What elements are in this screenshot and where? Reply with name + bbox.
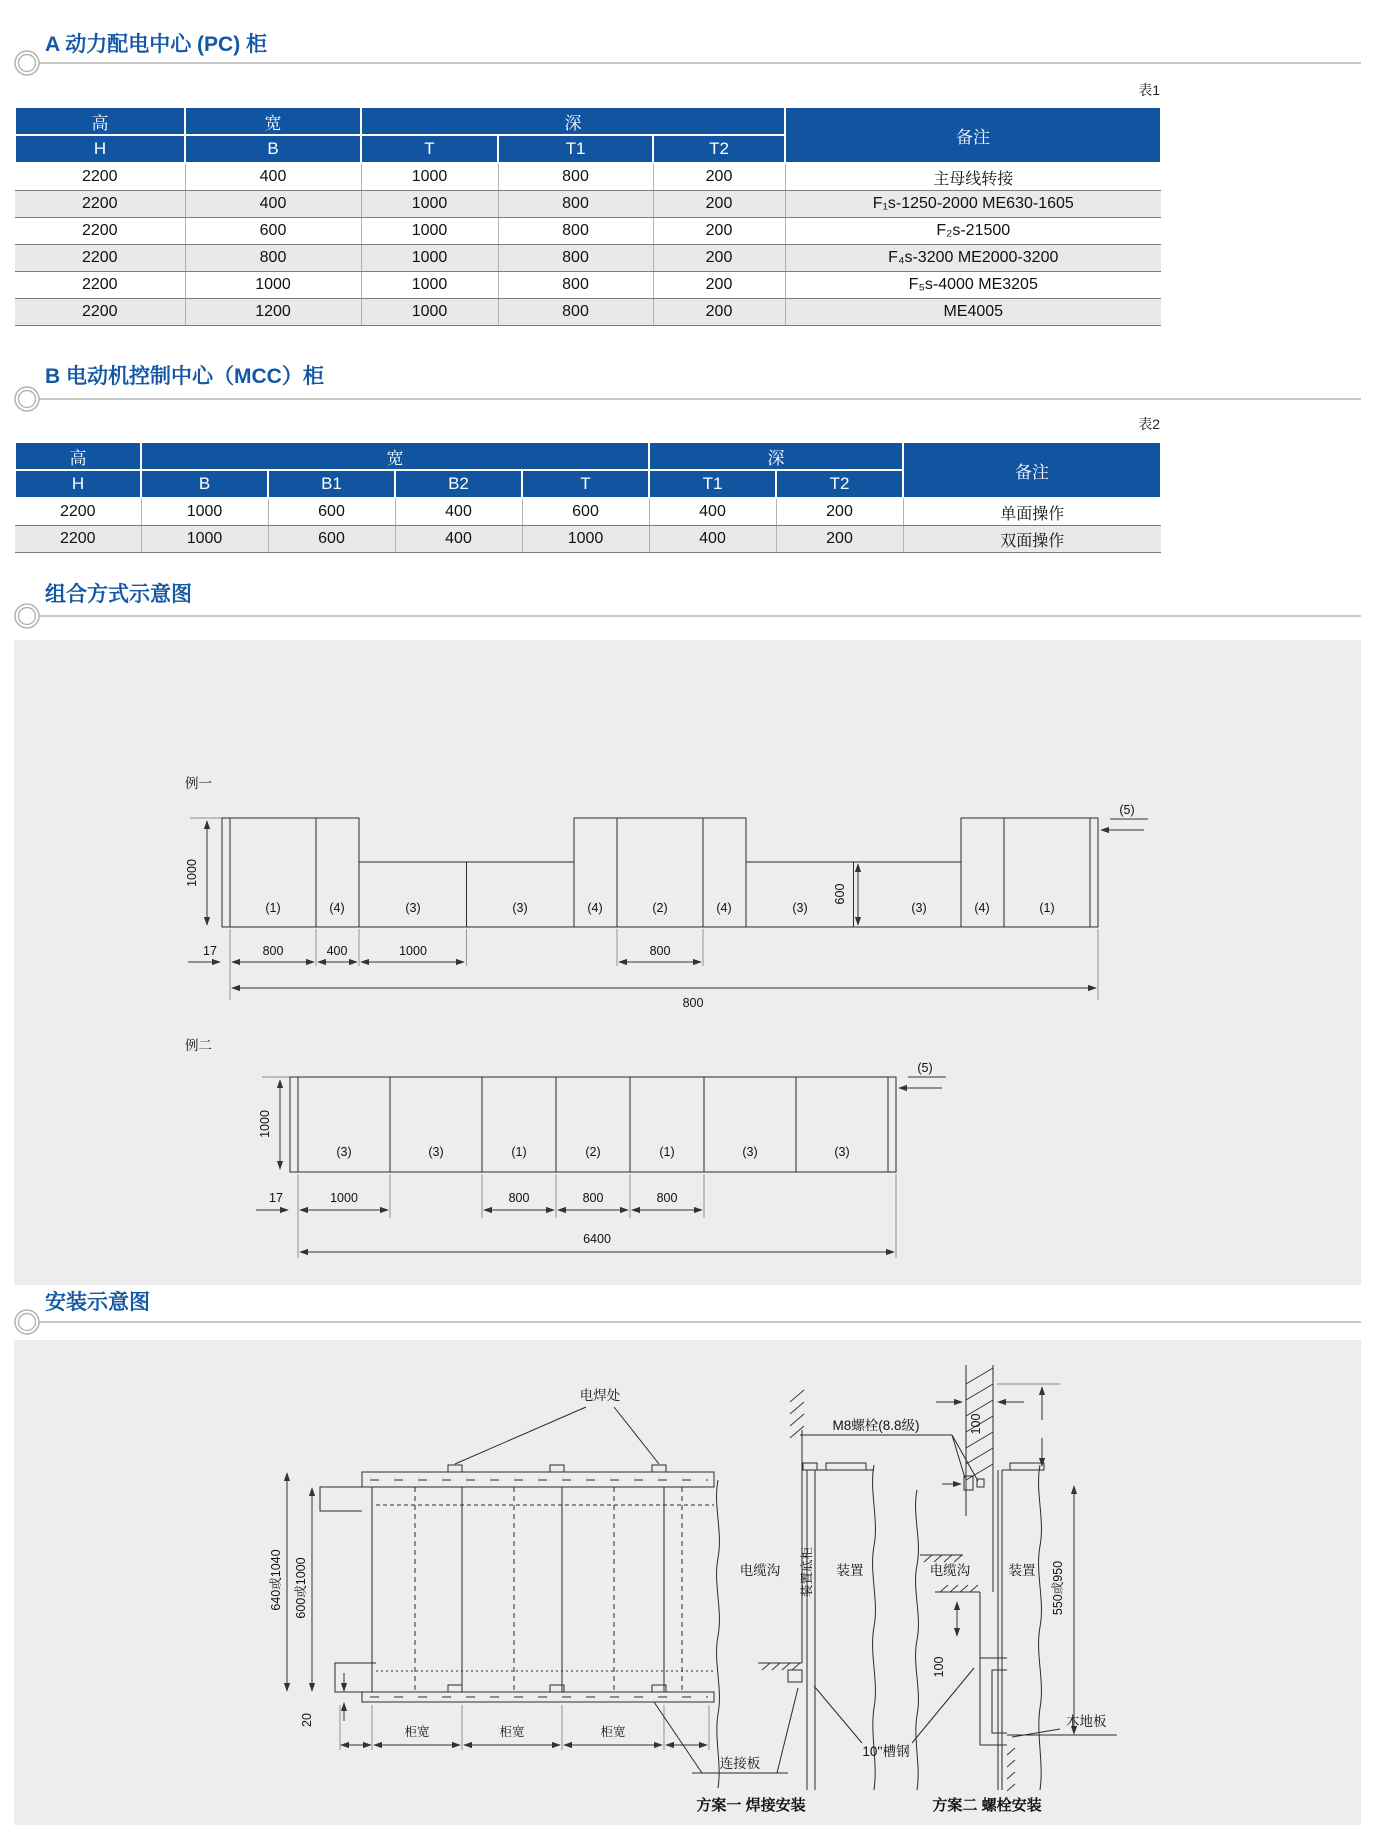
table2 [14, 441, 1162, 553]
example1-group [185, 776, 1148, 1010]
table-cell: 200 [653, 272, 785, 299]
table-cell: 600 [522, 498, 649, 526]
ring-icon [13, 602, 41, 630]
section-b-title: B 电动机控制中心（MCC）柜 [45, 365, 324, 388]
table-cell: ME4005 [785, 299, 1161, 326]
weld-label: 电焊处 [579, 1388, 621, 1403]
plan1-caption: 方案一 焊接安装 [696, 1797, 806, 1814]
plan2-section [800, 1365, 1117, 1791]
col-header: 备注 [785, 107, 1161, 163]
ex2-box-label: (3) [428, 1145, 444, 1159]
ex2-dim-17: 17 [269, 1191, 283, 1205]
ex1-height-dim: 1000 [185, 859, 199, 887]
table-cell: 600 [268, 498, 395, 526]
table-cell: 200 [776, 526, 903, 553]
plan2-caption: 方案二 螺栓安装 [932, 1797, 1042, 1814]
col-header: T2 [653, 135, 785, 163]
table-cell: 800 [498, 218, 653, 245]
table-row [15, 245, 1161, 272]
table-row [15, 218, 1161, 245]
cabinet-width-label: 柜宽 [600, 1725, 626, 1739]
ex1-box-label: (2) [652, 901, 668, 915]
table-cell: 1000 [141, 526, 268, 553]
col-header: B [141, 470, 268, 498]
ex2-dim-800c: 800 [656, 1191, 678, 1205]
table-cell: 400 [185, 163, 361, 191]
col-header: T1 [498, 135, 653, 163]
col-header: T [522, 470, 649, 498]
cabinet-width-label: 柜宽 [499, 1725, 525, 1739]
table-cell: 200 [653, 299, 785, 326]
col-header: T1 [649, 470, 776, 498]
table-cell: 200 [653, 191, 785, 218]
table-cell: 800 [498, 191, 653, 218]
col-header: 宽 [141, 442, 649, 470]
ex2-box-label: (2) [585, 1145, 601, 1159]
install-diagram [14, 1340, 1361, 1825]
table-cell: 2200 [15, 191, 185, 218]
table-cell: 2200 [15, 299, 185, 326]
combo-diagram [14, 640, 1361, 1285]
table-cell: 2200 [15, 163, 185, 191]
ex1-dim-800: 800 [262, 944, 284, 958]
ex2-height-dim: 1000 [258, 1110, 272, 1138]
table-cell: 双面操作 [903, 526, 1161, 553]
table-cell: 1000 [361, 245, 498, 272]
table-cell: 400 [649, 498, 776, 526]
ex1-box-label: (3) [512, 901, 528, 915]
table-cell: 600 [185, 218, 361, 245]
table1-wrap [14, 106, 1162, 326]
col-header: T [361, 135, 498, 163]
divider-a [27, 62, 1361, 64]
table-cell: 200 [653, 218, 785, 245]
table-cell: 400 [185, 191, 361, 218]
table-cell: 1000 [361, 218, 498, 245]
table-cell: 400 [395, 526, 522, 553]
table-cell: F₅s-4000 ME3205 [785, 272, 1161, 299]
col-header: T2 [776, 470, 903, 498]
ex1-box-label: (4) [329, 901, 345, 915]
m8-bolt-label: M8螺栓(8.8级) [832, 1418, 920, 1433]
table-cell: 200 [776, 498, 903, 526]
ex1-box-label: (3) [405, 901, 421, 915]
col-header: B2 [395, 470, 522, 498]
table1 [14, 106, 1162, 326]
ex2-total-dim: 6400 [583, 1232, 611, 1246]
table-row [15, 191, 1161, 218]
table1-tag: 表1 [1138, 82, 1160, 98]
table-cell: 1000 [361, 299, 498, 326]
ex1-dim-800b: 800 [649, 944, 671, 958]
table-cell: 2200 [15, 498, 141, 526]
col-header: 深 [649, 442, 903, 470]
table-cell: 主母线转接 [785, 163, 1161, 191]
trench1-label: 电缆沟 [739, 1563, 781, 1578]
col-header: B [185, 135, 361, 163]
ex1-dim-400: 400 [326, 944, 348, 958]
example2-group [185, 1038, 946, 1258]
dim-600-1000: 600或1000 [294, 1557, 308, 1619]
combo-diagram-panel [14, 640, 1361, 1285]
ring-icon [13, 385, 41, 413]
col-header: B1 [268, 470, 395, 498]
ex1-box-label: (4) [974, 901, 990, 915]
table-row [15, 526, 1161, 553]
table2-wrap [14, 441, 1162, 553]
channel-steel-label: 10''槽钢 [862, 1744, 910, 1759]
dim-550-950: 550或950 [1051, 1560, 1065, 1616]
table-cell: 1000 [185, 272, 361, 299]
col-header: 备注 [903, 442, 1161, 498]
table1-band-row [15, 107, 1161, 135]
col-header: 高 [15, 442, 141, 470]
divider-b [27, 398, 1361, 400]
ex2-box-label: (3) [742, 1145, 758, 1159]
trench2-label: 电缆沟 [929, 1563, 971, 1578]
table-cell: 1000 [361, 163, 498, 191]
table-cell: F₂s-21500 [785, 218, 1161, 245]
col-header: 深 [361, 107, 785, 135]
table-cell: 800 [498, 299, 653, 326]
example1-label: 例一 [185, 776, 212, 791]
table2-band-row [15, 442, 1161, 470]
table-row [15, 498, 1161, 526]
ex1-box-label: (1) [265, 901, 281, 915]
ex2-dim-800a: 800 [508, 1191, 530, 1205]
wood-floor-label: 木地板 [1066, 1714, 1107, 1729]
section-a-title: A 动力配电中心 (PC) 柜 [45, 33, 268, 56]
ex1-box-label: (3) [911, 901, 927, 915]
table-cell: 800 [498, 163, 653, 191]
table-cell: 1000 [141, 498, 268, 526]
ex2-box-label: (3) [336, 1145, 352, 1159]
ex1-total-dim: 800 [682, 996, 704, 1010]
table-cell: 400 [395, 498, 522, 526]
table-cell: 1000 [361, 191, 498, 218]
col-header: 宽 [185, 107, 361, 135]
cabinet-width-dims [340, 1705, 709, 1750]
ex2-box-label: (3) [834, 1145, 850, 1159]
table-cell: 600 [268, 526, 395, 553]
table2-tag: 表2 [1138, 416, 1160, 432]
ex2-dim-1000: 1000 [330, 1191, 358, 1205]
table-row [15, 299, 1161, 326]
device2-label: 装置 [1008, 1563, 1036, 1578]
table-cell: 400 [649, 526, 776, 553]
table-cell: 2200 [15, 526, 141, 553]
ex1-box-label: (4) [716, 901, 732, 915]
table-cell: 2200 [15, 218, 185, 245]
table-cell: F₄s-3200 ME2000-3200 [785, 245, 1161, 272]
ex2-dim-800b: 800 [582, 1191, 604, 1205]
ex1-strip-tag: (5) [1119, 803, 1135, 817]
device1-label: 装置 [836, 1563, 864, 1578]
frame-top-bar [320, 1465, 714, 1511]
dim-20: 20 [300, 1713, 314, 1727]
table-cell: 1200 [185, 299, 361, 326]
dim-100-low: 100 [932, 1656, 946, 1678]
cabinet-width-label: 柜宽 [404, 1725, 430, 1739]
ex1-dim-17: 17 [203, 944, 217, 958]
col-header: H [15, 470, 141, 498]
example2-label: 例二 [185, 1038, 212, 1053]
dim-100-top: 100 [969, 1413, 983, 1435]
table-cell: 2200 [15, 272, 185, 299]
ex2-box-label: (1) [511, 1145, 527, 1159]
ex1-dim-1000: 1000 [399, 944, 427, 958]
section-combo-title: 组合方式示意图 [45, 583, 192, 606]
ex1-inner-dim: 600 [833, 883, 847, 905]
table-row [15, 272, 1161, 299]
ex2-box-label: (1) [659, 1145, 675, 1159]
frame-bottom-bar [335, 1663, 714, 1702]
ex1-box-label: (1) [1039, 901, 1055, 915]
ex2-strip-tag: (5) [917, 1061, 933, 1075]
table-row [15, 163, 1161, 191]
cabinet-bottom-label: 装置底柜 [800, 1546, 814, 1598]
ring-icon [13, 1308, 41, 1336]
table-cell: 800 [498, 272, 653, 299]
ex1-box-label: (4) [587, 901, 603, 915]
ring-icon [13, 49, 41, 77]
table-cell: 1000 [522, 526, 649, 553]
table-cell: 800 [498, 245, 653, 272]
table-cell: 800 [185, 245, 361, 272]
dim-640-1040: 640或1040 [269, 1549, 283, 1611]
table-cell: F₁s-1250-2000 ME630-1605 [785, 191, 1161, 218]
section-install-title: 安装示意图 [45, 1291, 150, 1314]
ex1-box-label: (3) [792, 901, 808, 915]
col-header: H [15, 135, 185, 163]
table-cell: 2200 [15, 245, 185, 272]
install-diagram-panel [14, 1340, 1361, 1825]
table-cell: 单面操作 [903, 498, 1161, 526]
connector-plate-label: 连接板 [719, 1756, 761, 1771]
table-cell: 200 [653, 245, 785, 272]
table-cell: 1000 [361, 272, 498, 299]
divider-install [27, 1321, 1361, 1323]
col-header: 高 [15, 107, 185, 135]
divider-combo [27, 615, 1361, 617]
table-cell: 200 [653, 163, 785, 191]
